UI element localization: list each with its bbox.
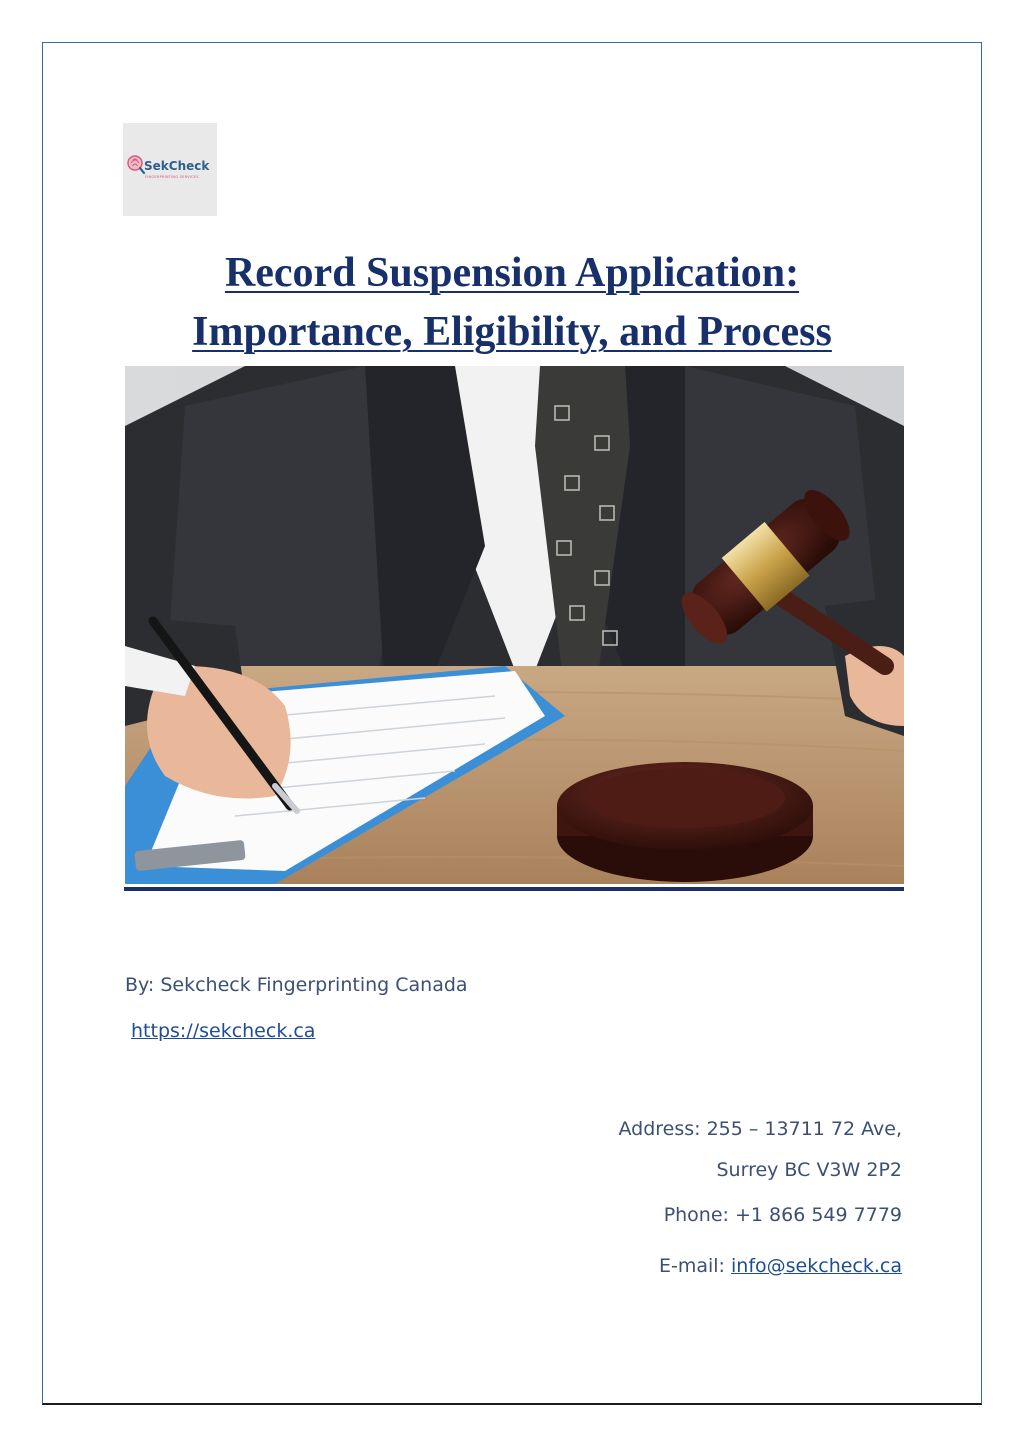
email-link[interactable]: info@sekcheck.ca — [731, 1255, 902, 1277]
email-label: E-mail: — [658, 1255, 725, 1277]
address-line-1: Address: 255 – 13711 72 Ave, — [618, 1118, 902, 1140]
title-line-1: Record Suspension Application: — [224, 250, 800, 296]
logo-tagline: FINGERPRINTING SERVICES — [145, 175, 199, 179]
website-link[interactable]: https://sekcheck.ca — [131, 1020, 316, 1042]
author-byline: By: Sekcheck Fingerprinting Canada — [125, 974, 468, 996]
judge-gavel-photo — [125, 366, 904, 884]
email-line — [659, 1255, 902, 1277]
title-line-2: Importance, Eligibility, and Process — [192, 309, 832, 355]
sekcheck-logo — [123, 123, 217, 216]
address-line-2: Surrey BC V3W 2P2 — [716, 1159, 902, 1181]
logo-name: SekCheck — [144, 159, 210, 173]
phone-number: Phone: +1 866 549 7779 — [663, 1204, 902, 1226]
photo-divider — [124, 887, 904, 891]
page-title — [100, 244, 924, 362]
